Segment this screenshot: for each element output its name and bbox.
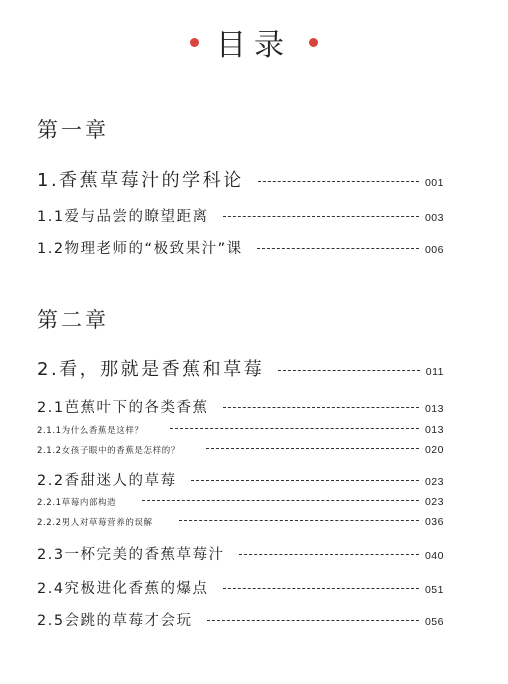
toc-entry-title: 2.3一杯完美的香蕉草莓汁 bbox=[37, 547, 225, 563]
toc-entry[interactable] bbox=[37, 469, 444, 490]
dot-leader bbox=[278, 370, 420, 371]
toc-entry[interactable] bbox=[37, 444, 444, 456]
red-dot-left-icon bbox=[190, 38, 199, 47]
red-dot-right-icon bbox=[309, 38, 318, 47]
toc-entry-page: 023 bbox=[424, 476, 444, 488]
toc-entry[interactable] bbox=[37, 424, 444, 436]
toc-entry-title: 2.4究极进化香蕉的爆点 bbox=[37, 581, 209, 597]
toc-entry-title: 2.2香甜迷人的草莓 bbox=[37, 473, 177, 489]
toc-entry-title: 1.1爱与品尝的瞭望距离 bbox=[37, 209, 209, 225]
toc-entry[interactable] bbox=[37, 166, 444, 192]
dot-leader bbox=[223, 588, 419, 589]
dot-leader bbox=[257, 248, 419, 249]
toc-entry-title: 2.5会跳的草莓才会玩 bbox=[37, 613, 193, 629]
toc-entry-page: 011 bbox=[425, 366, 444, 378]
dot-leader bbox=[207, 620, 419, 621]
chapter-heading: 第二章 bbox=[37, 308, 109, 332]
toc-entry[interactable] bbox=[37, 577, 444, 598]
toc-entry-page: 036 bbox=[424, 516, 444, 528]
title-row bbox=[0, 28, 508, 64]
dot-leader bbox=[179, 520, 419, 521]
dot-leader bbox=[191, 480, 419, 481]
toc-entry-page: 020 bbox=[424, 444, 444, 456]
chapter-heading: 第一章 bbox=[37, 118, 109, 142]
toc-entry-page: 013 bbox=[424, 424, 444, 436]
toc-entry-page: 001 bbox=[424, 177, 444, 189]
toc-entry[interactable] bbox=[37, 609, 444, 630]
toc-entry[interactable] bbox=[37, 396, 444, 417]
dot-leader bbox=[223, 216, 419, 217]
toc-entry-title: 2.2.2男人对草莓营养的误解 bbox=[37, 518, 153, 528]
toc-entry-title: 2.1.1为什么香蕉是这样？ bbox=[37, 426, 144, 436]
toc-entry[interactable] bbox=[37, 543, 444, 564]
dot-leader bbox=[206, 448, 419, 449]
dot-leader bbox=[239, 554, 419, 555]
dot-leader bbox=[142, 500, 419, 501]
page-title: 目录 bbox=[216, 28, 292, 63]
toc-entry[interactable] bbox=[37, 496, 444, 508]
toc-entry-title: 2.1.2女孩子眼中的香蕉是怎样的？ bbox=[37, 446, 180, 456]
toc-entry-title: 2.2.1草莓内部构造 bbox=[37, 498, 117, 508]
toc-entry[interactable] bbox=[37, 205, 444, 226]
toc-entry-page: 040 bbox=[424, 550, 444, 562]
toc-entry[interactable] bbox=[37, 237, 444, 258]
toc-entry-page: 003 bbox=[424, 212, 444, 224]
toc-entry-page: 056 bbox=[424, 616, 444, 628]
dot-leader bbox=[258, 181, 419, 182]
toc-entry-title: 1.2物理老师的“极致果汁”课 bbox=[37, 241, 243, 257]
toc-entry-title: 2.1芭蕉叶下的各类香蕉 bbox=[37, 400, 209, 416]
toc-entry-page: 051 bbox=[424, 584, 444, 596]
toc-entry-page: 013 bbox=[424, 403, 444, 415]
toc-entry-title: 2.看，那就是香蕉和草莓 bbox=[37, 359, 265, 380]
toc-entry[interactable] bbox=[37, 516, 444, 528]
toc-entry-title: 1.香蕉草莓汁的学科论 bbox=[37, 170, 244, 191]
toc-entry-page: 006 bbox=[424, 244, 444, 256]
dot-leader bbox=[223, 407, 419, 408]
dot-leader bbox=[170, 428, 419, 429]
toc-entry-page: 023 bbox=[424, 496, 444, 508]
toc-entry[interactable] bbox=[37, 355, 444, 381]
